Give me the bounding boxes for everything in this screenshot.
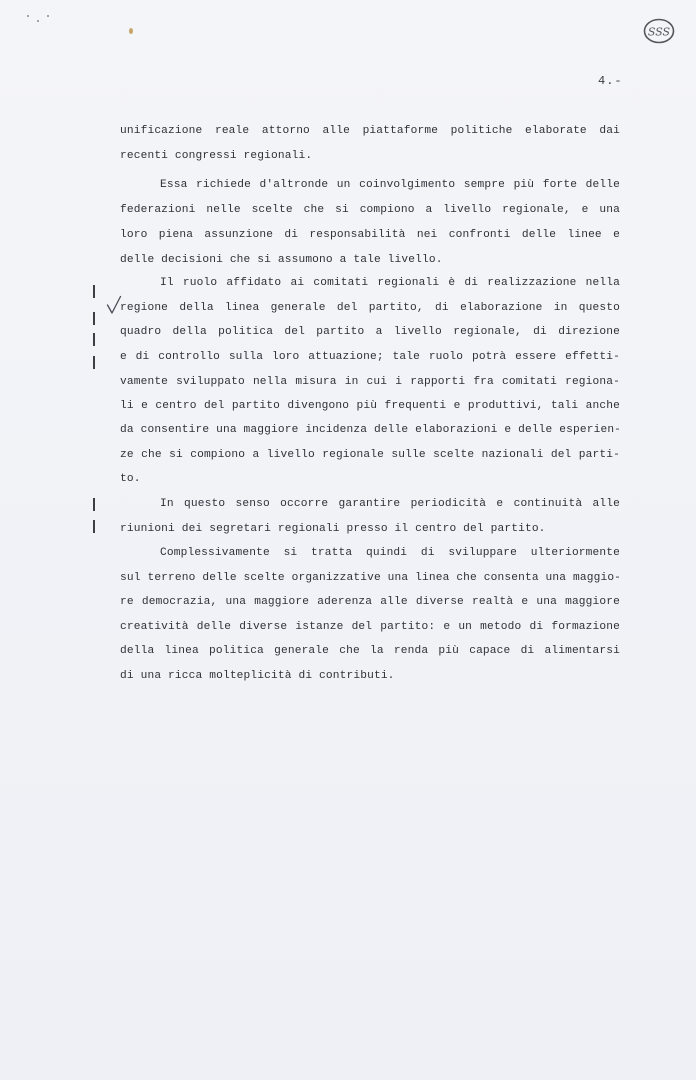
archive-stamp-icon <box>643 18 675 44</box>
margin-mark <box>93 285 95 298</box>
speck <box>47 15 49 17</box>
text-line: re democrazia, una maggiore aderenza alle diverse realtà e una maggiore <box>120 596 620 608</box>
text-line: Il ruolo affidato ai comitati regionali è di realizzazione nella <box>160 277 620 289</box>
margin-mark <box>93 356 95 369</box>
text-line: quadro della politica del partito a livello regionale, di direzione <box>120 326 620 338</box>
text-line: Essa richiede d'altronde un coinvolgimento sempre più forte delle <box>160 179 620 191</box>
text-line: unificazione reale attorno alle piattaforme politiche elaborate dai <box>120 125 620 137</box>
margin-mark <box>93 498 95 511</box>
text-line: riunioni dei segretari regionali presso il centro del partito. <box>120 523 546 535</box>
svg-text:SSS: SSS <box>647 25 671 39</box>
margin-mark <box>93 520 95 533</box>
margin-mark <box>93 312 95 325</box>
speck <box>129 28 133 34</box>
text-line: sul terreno delle scelte organizzative una linea che consenta una maggio- <box>120 572 622 584</box>
margin-mark <box>93 333 95 346</box>
text-line: vamente sviluppato nella misura in cui i rapporti fra comitati regiona- <box>120 376 620 388</box>
text-line: delle decisioni che si assumono a tale livello. <box>120 254 443 266</box>
text-line: li e centro del partito divengono più frequenti e produttivi, tali anche <box>120 400 620 412</box>
text-line: e di controllo sulla loro attuazione; tale ruolo potrà essere effetti- <box>120 351 620 363</box>
text-line: to. <box>120 473 141 485</box>
text-line: In questo senso occorre garantire periodicità e continuità alle <box>160 498 620 510</box>
text-line: regione della linea generale del partito, di elaborazione in questo <box>120 302 620 314</box>
speck <box>37 20 39 22</box>
speck <box>27 15 29 17</box>
text-line: della linea politica generale che la renda più capace di alimentarsi <box>120 645 620 657</box>
text-line: creatività delle diverse istanze del partito: e un metodo di formazione <box>120 621 620 633</box>
text-line: federazioni nelle scelte che si compiono a livello regionale, e una <box>120 204 620 216</box>
page-number: 4.- <box>598 74 623 88</box>
text-line: di una ricca molteplicità di contributi. <box>120 670 395 682</box>
text-line: loro piena assunzione di responsabilità nei confronti delle linee e <box>120 229 620 241</box>
text-line: da consentire una maggiore incidenza delle elaborazioni e delle esperien- <box>120 424 622 436</box>
text-line: recenti congressi regionali. <box>120 150 313 162</box>
text-line: Complessivamente si tratta quindi di sviluppare ulteriormente <box>160 547 620 559</box>
text-line: ze che si compiono a livello regionale sulle scelte nazionali del parti- <box>120 449 620 461</box>
